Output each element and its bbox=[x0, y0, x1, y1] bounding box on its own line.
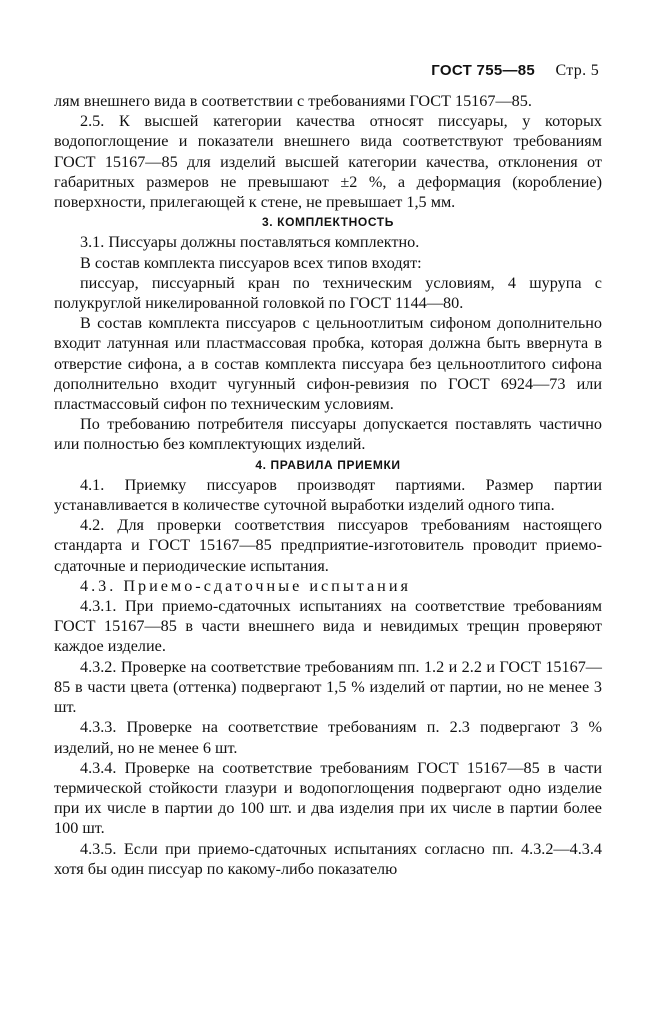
paragraph-4-1: 4.1. Приемку писсуаров производят партиями. Размер партии устанавливается в количестве суточной выработки изделий одного типа. bbox=[54, 475, 602, 515]
paragraph-4-3-5: 4.3.5. Если при приемо-сдаточных испытаниях согласно пп. 4.3.2—4.3.4 хотя бы один писсуар по какому-либо показателю bbox=[54, 839, 602, 878]
paragraph-4-3-2: 4.3.2. Проверке на соответствие требованиям пп. 1.2 и 2.2 и ГОСТ 15167—85 в части цвета (оттенка) подвергают 1,5 % изделий от партии, но не менее 3 шт. bbox=[54, 657, 602, 717]
paragraph-3-1-items: писсуар, писсуарный кран по техническим условиям, 4 шурупа с полукруглой никелированной головкой по ГОСТ 1144—80. bbox=[54, 273, 602, 313]
paragraph-4-2: 4.2. Для проверки соответствия писсуаров требованиям настоящего стандарта и ГОСТ 15167—85 предприятие-изготовитель проводит приемо-сдаточные и периодические испытания. bbox=[54, 516, 602, 575]
page-header bbox=[431, 62, 599, 80]
paragraph-3-1-siphon: В состав комплекта писсуаров с цельноотлитым сифоном дополнительно входит латунная или пластмассовая пробка, которая должна быть ввернута в отверстие сифона, а в состав комплекта писсуара без цельноотлитого сифона дополнительно входит чугунный сифон-ревизия по ГОСТ 6924—73 или пластмассовый сифон по техническим условиям. bbox=[54, 314, 602, 414]
standard-number: ГОСТ 755—85 bbox=[431, 62, 536, 79]
paragraph-3-1: 3.1. Писсуары должны поставляться комплектно. bbox=[80, 233, 420, 252]
paragraph-4-3-4: 4.3.4. Проверке на соответствие требованиям ГОСТ 15167—85 в части термической стойкости глазури и водопоглощения подвергают одно изделие при их числе в партии до 100 шт. и два изделия при их числе в партии более 100 шт. bbox=[54, 758, 602, 838]
document-body bbox=[54, 91, 602, 879]
paragraph-2-5: 2.5. К высшей категории качества относят писсуары, у которых водопоглощение и показатели внешнего вида соответствуют требованиям ГОСТ 15167—85 для изделий высшей категории качества, отклонения от габаритных размеров не превышают ±2 %, а деформация (коробление) поверхности, прилегающей к стене, не превышает 1,5 мм. bbox=[54, 112, 602, 212]
paragraph-4-3-3: 4.3.3. Проверке на соответствие требованиям п. 2.3 подвергают 3 % изделий, но не менее 6 шт. bbox=[54, 718, 602, 757]
subsection-heading-4-3: 4.3. Приемо-сдаточные испытания bbox=[80, 576, 411, 595]
paragraph-3-1-list-intro: В состав комплекта писсуаров всех типов входят: bbox=[80, 253, 422, 272]
page-number: Стр. 5 bbox=[555, 62, 599, 79]
section-heading-3: 3. КОМПЛЕКТНОСТЬ bbox=[262, 215, 394, 230]
paragraph-continuation: лям внешнего вида в соответствии с требованиями ГОСТ 15167—85. bbox=[54, 92, 532, 110]
paragraph-4-3-1: 4.3.1. При приемо-сдаточных испытаниях на соответствие требованиям ГОСТ 15167—85 в части внешнего вида и невидимых трещин проверяют каждое изделие. bbox=[54, 597, 602, 656]
paragraph-3-1-optional: По требованию потребителя писсуары допускается поставлять частично или полностью без комплектующих изделий. bbox=[54, 415, 602, 454]
section-heading-4: 4. ПРАВИЛА ПРИЕМКИ bbox=[255, 457, 401, 472]
